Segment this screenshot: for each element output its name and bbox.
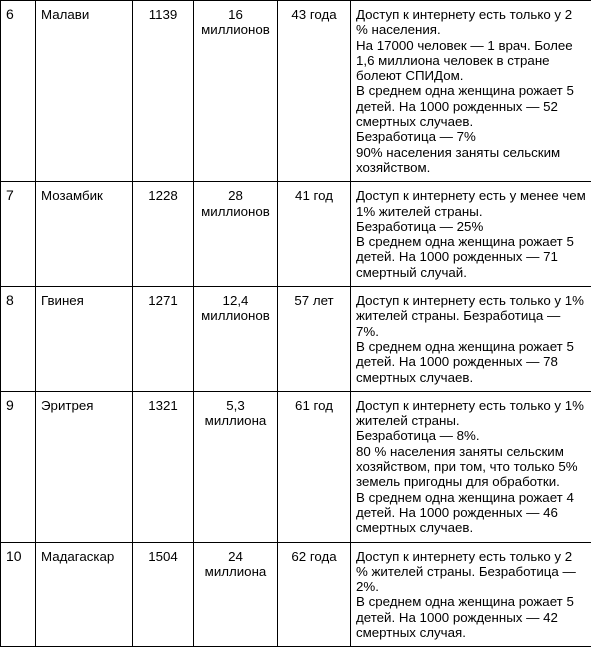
country-name: Эритрея <box>36 391 133 542</box>
country-notes <box>351 1 591 182</box>
row-number: 8 <box>1 287 36 392</box>
life-expectancy: 61 год <box>278 391 351 542</box>
note-line: Безработица — 8%. <box>356 428 586 443</box>
table-row <box>1 391 591 542</box>
note-line: В среднем одна женщина рожает 5 детей. На 1000 рожденных — 52 смертных случаев. <box>356 83 586 129</box>
note-line: Доступ к интернету есть только у 2 % жителей страны. Безработица — 2%. <box>356 549 586 595</box>
note-line: 90% населения заняты сельским хозяйством. <box>356 145 586 176</box>
table-row <box>1 287 591 392</box>
life-expectancy: 41 год <box>278 182 351 287</box>
life-expectancy: 62 года <box>278 542 351 647</box>
life-expectancy: 43 года <box>278 1 351 182</box>
table-row <box>1 542 591 647</box>
country-index: 1504 <box>133 542 194 647</box>
country-index: 1139 <box>133 1 194 182</box>
table-row <box>1 1 591 182</box>
population: 28 миллионов <box>194 182 278 287</box>
country-index: 1271 <box>133 287 194 392</box>
table-row <box>1 182 591 287</box>
note-line: 80 % населения заняты сельским хозяйством, при том, что только 5% земель пригодны для обработки. <box>356 444 586 490</box>
population: 24 миллиона <box>194 542 278 647</box>
country-notes <box>351 542 591 647</box>
row-number: 6 <box>1 1 36 182</box>
country-index: 1228 <box>133 182 194 287</box>
note-line: Доступ к интернету есть только у 2 % населения. <box>356 7 586 38</box>
country-name: Гвинея <box>36 287 133 392</box>
country-name: Мозамбик <box>36 182 133 287</box>
note-line: В среднем одна женщина рожает 5 детей. На 1000 рожденных — 42 смертных случая. <box>356 594 586 640</box>
country-notes <box>351 391 591 542</box>
note-line: Безработица — 25% <box>356 219 586 234</box>
row-number: 7 <box>1 182 36 287</box>
note-line: На 17000 человек — 1 врач. Более 1,6 миллиона человек в стране болеют СПИДом. <box>356 38 586 84</box>
population: 5,3 миллиона <box>194 391 278 542</box>
population: 16 миллионов <box>194 1 278 182</box>
note-line: Доступ к интернету есть только у 1% жителей страны. Безработица — 7%. <box>356 293 586 339</box>
note-line: В среднем одна женщина рожает 5 детей. На 1000 рожденных — 78 смертных случаев. <box>356 339 586 385</box>
row-number: 9 <box>1 391 36 542</box>
life-expectancy: 57 лет <box>278 287 351 392</box>
country-name: Мадагаскар <box>36 542 133 647</box>
country-notes <box>351 287 591 392</box>
population: 12,4 миллионов <box>194 287 278 392</box>
country-notes <box>351 182 591 287</box>
country-index: 1321 <box>133 391 194 542</box>
note-line: В среднем одна женщина рожает 4 детей. На 1000 рожденных — 46 смертных случаев. <box>356 490 586 536</box>
note-line: В среднем одна женщина рожает 5 детей. На 1000 рожденных — 71 смертный случай. <box>356 234 586 280</box>
note-line: Доступ к интернету есть у менее чем 1% жителей страны. <box>356 188 586 219</box>
note-line: Безработица — 7% <box>356 129 586 144</box>
row-number: 10 <box>1 542 36 647</box>
country-name: Малави <box>36 1 133 182</box>
note-line: Доступ к интернету есть только у 1% жителей страны. <box>356 398 586 429</box>
